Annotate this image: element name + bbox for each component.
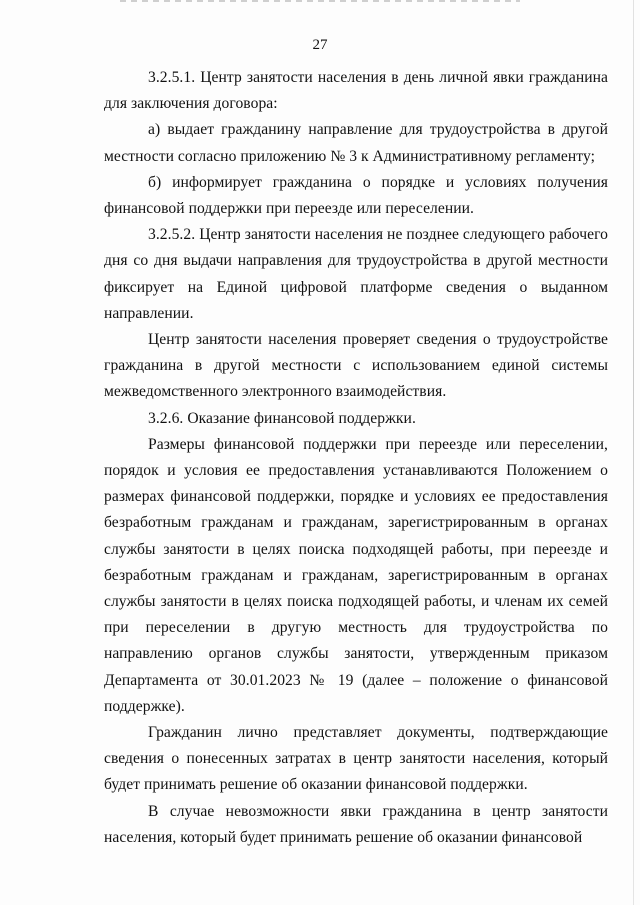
paragraph-verification: Центр занятости населения проверяет сведения о трудоустройстве гражданина в другой местности с использованием единой системы межведомственного электронного взаимодействия.: [104, 331, 608, 401]
paragraph-financial-support-sizes: Размеры финансовой поддержки при переезде или переселении, порядок и условия ее предоставления устанавливаются Положением о размерах финансовой поддержки, порядке и условиях ее предоставления безработным гражданам и гражданам, зарегистрированным в органах службы занятости в целях поиска подходящей работы, при переезде и безработным гражданам и гражданам, зарегистрированным в органах службы занятости в целях поиска подходящей работы, и членам их семей при переселении в другую местность для трудоустройства по направлению органов службы занятости, утвержденным приказом Департамента от 30.01.2023 № 19 (далее – положение о финансовой поддержке).: [104, 435, 608, 715]
scan-top-edge: [120, 0, 520, 2]
paragraph-impossibility: В случае невозможности явки гражданина в центр занятости населения, который будет принимать решение об оказании финансовой: [104, 802, 608, 846]
paragraph-3-2-5-1: 3.2.5.1. Центр занятости населения в день личной явки гражданина для заключения договора:: [104, 69, 608, 113]
page-number: 27: [312, 37, 328, 53]
paragraph-item-b: б) информирует гражданина о порядке и условиях получения финансовой поддержки при переезде или переселении.: [104, 173, 608, 218]
document-body: [104, 65, 608, 851]
paragraph-documents: Гражданин лично представляет документы, подтверждающие сведения о понесенных затратах в центр занятости населения, который будет принимать решение об оказании финансовой поддержки.: [104, 724, 608, 794]
scan-right-edge: [633, 0, 634, 905]
paragraph-item-a: а) выдает гражданину направление для трудоустройства в другой местности согласно приложению № 3 к Административному регламенту;: [104, 121, 608, 165]
paragraph-3-2-5-2: 3.2.5.2. Центр занятости населения не позднее следующего рабочего дня со дня выдачи направления для трудоустройства в другой местности фиксирует на Единой цифровой платформе сведения о выданном направлении.: [104, 226, 608, 322]
section-heading-3-2-6: 3.2.6. Оказание финансовой поддержки.: [148, 409, 416, 427]
